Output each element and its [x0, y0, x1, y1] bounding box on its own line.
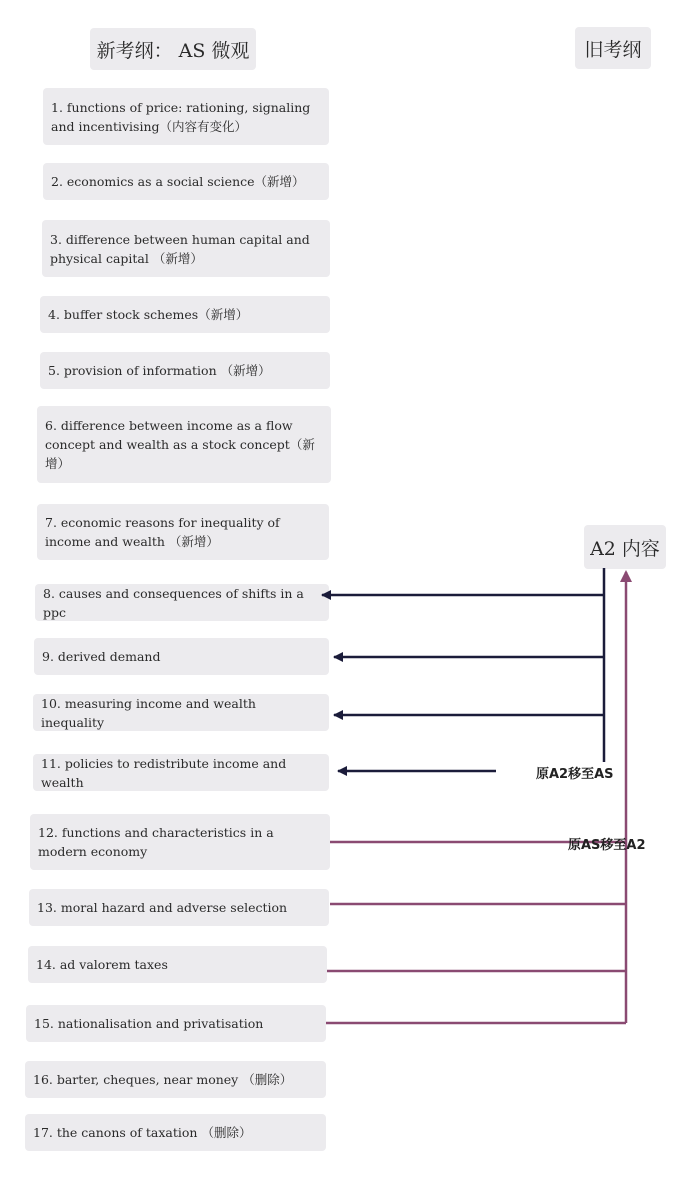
item-10: 10. measuring income and wealth inequality [33, 694, 329, 731]
as-to-a2-arrows [326, 572, 626, 1023]
item-7: 7. economic reasons for inequality of income and wealth （新增） [37, 504, 329, 560]
item-2: 2. economics as a social science（新增） [43, 163, 329, 200]
item-9: 9. derived demand [34, 638, 329, 675]
item-4: 4. buffer stock schemes（新增） [40, 296, 330, 333]
item-17: 17. the canons of taxation （删除） [25, 1114, 326, 1151]
a2-to-as-label: 原A2移至AS [536, 763, 614, 782]
as-to-a2-label: 原AS移至A2 [568, 838, 646, 853]
item-8: 8. causes and consequences of shifts in a ppc [35, 584, 329, 621]
item-14: 14. ad valorem taxes [28, 946, 327, 983]
item-15: 15. nationalisation and privatisation [26, 1005, 326, 1042]
item-16: 16. barter, cheques, near money （删除） [25, 1061, 326, 1098]
old-syllabus-header: 旧考纲 [575, 27, 651, 69]
new-syllabus-header: 新考纲： AS 微观 [90, 28, 256, 70]
item-5: 5. provision of information （新增） [40, 352, 330, 389]
item-3: 3. difference between human capital and physical capital （新增） [42, 220, 330, 277]
item-11: 11. policies to redistribute income and wealth [33, 754, 329, 791]
a2-to-as-arrows [322, 568, 604, 771]
a2-content-header: A2 内容 [584, 525, 666, 569]
item-12: 12. functions and characteristics in a modern economy [30, 814, 330, 870]
item-13: 13. moral hazard and adverse selection [29, 889, 329, 926]
item-6: 6. difference between income as a flow concept and wealth as a stock concept（新增） [37, 406, 331, 483]
item-1: 1. functions of price: rationing, signaling and incentivising（内容有变化） [43, 88, 329, 145]
